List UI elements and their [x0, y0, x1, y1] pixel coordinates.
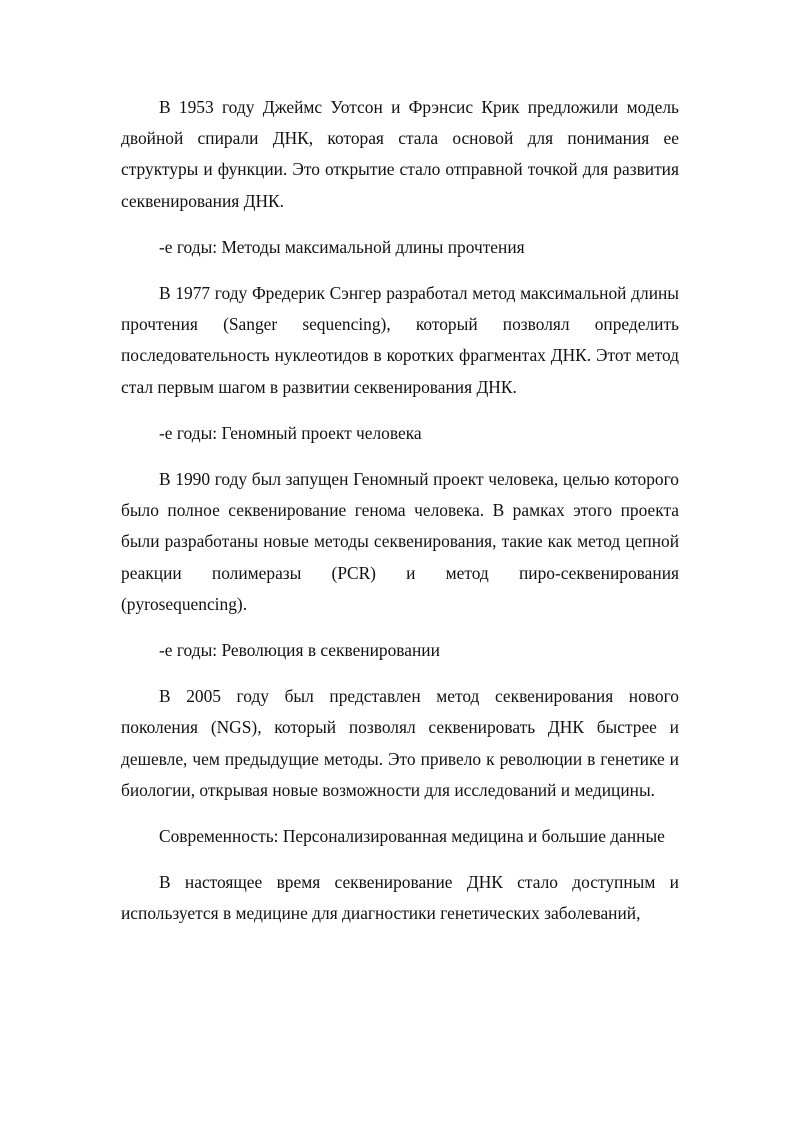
paragraph-sanger: В 1977 году Фредерик Сэнгер разработал метод максимальной длины прочтения (Sanger sequencing), который позволял определить последовательность нуклеотидов в коротких фрагментах ДНК. Этот метод стал первым шагом в развитии секвенирования ДНК.	[121, 283, 679, 397]
section-heading-modern-era: Современность: Персонализированная медицина и большие данные	[159, 826, 665, 847]
section-heading-human-genome-project: -е годы: Геномный проект человека	[159, 422, 422, 443]
paragraph-ngs: В 2005 году был представлен метод секвенирования нового поколения (NGS), который позволял секвенировать ДНК быстрее и дешевле, чем предыдущие методы. Это привело к революции в генетике и биологии, открывая новые возможности для исследований и медицины.	[121, 686, 679, 800]
paragraph-present-day: В настоящее время секвенирование ДНК стало доступным и используется в медицине для диагностики генетических заболеваний,	[121, 872, 679, 924]
section-heading-max-read-length: -е годы: Методы максимальной длины прочтения	[159, 236, 525, 257]
section-heading-sequencing-revolution: -е годы: Революция в секвенировании	[159, 640, 440, 661]
paragraph-watson-crick: В 1953 году Джеймс Уотсон и Фрэнсис Крик предложили модель двойной спирали ДНК, которая стала основой для понимания ее структуры и функции. Это открытие стало отправной точкой для развития секвенирования ДНК.	[121, 97, 679, 211]
paragraph-human-genome-project: В 1990 году был запущен Геномный проект человека, целью которого было полное секвенирование генома человека. В рамках этого проекта были разработаны новые методы секвенирования, такие как метод цепной реакции полимеразы (PCR) и метод пиро-секвенирования (pyrosequencing).	[121, 469, 679, 614]
document-body	[121, 92, 679, 945]
